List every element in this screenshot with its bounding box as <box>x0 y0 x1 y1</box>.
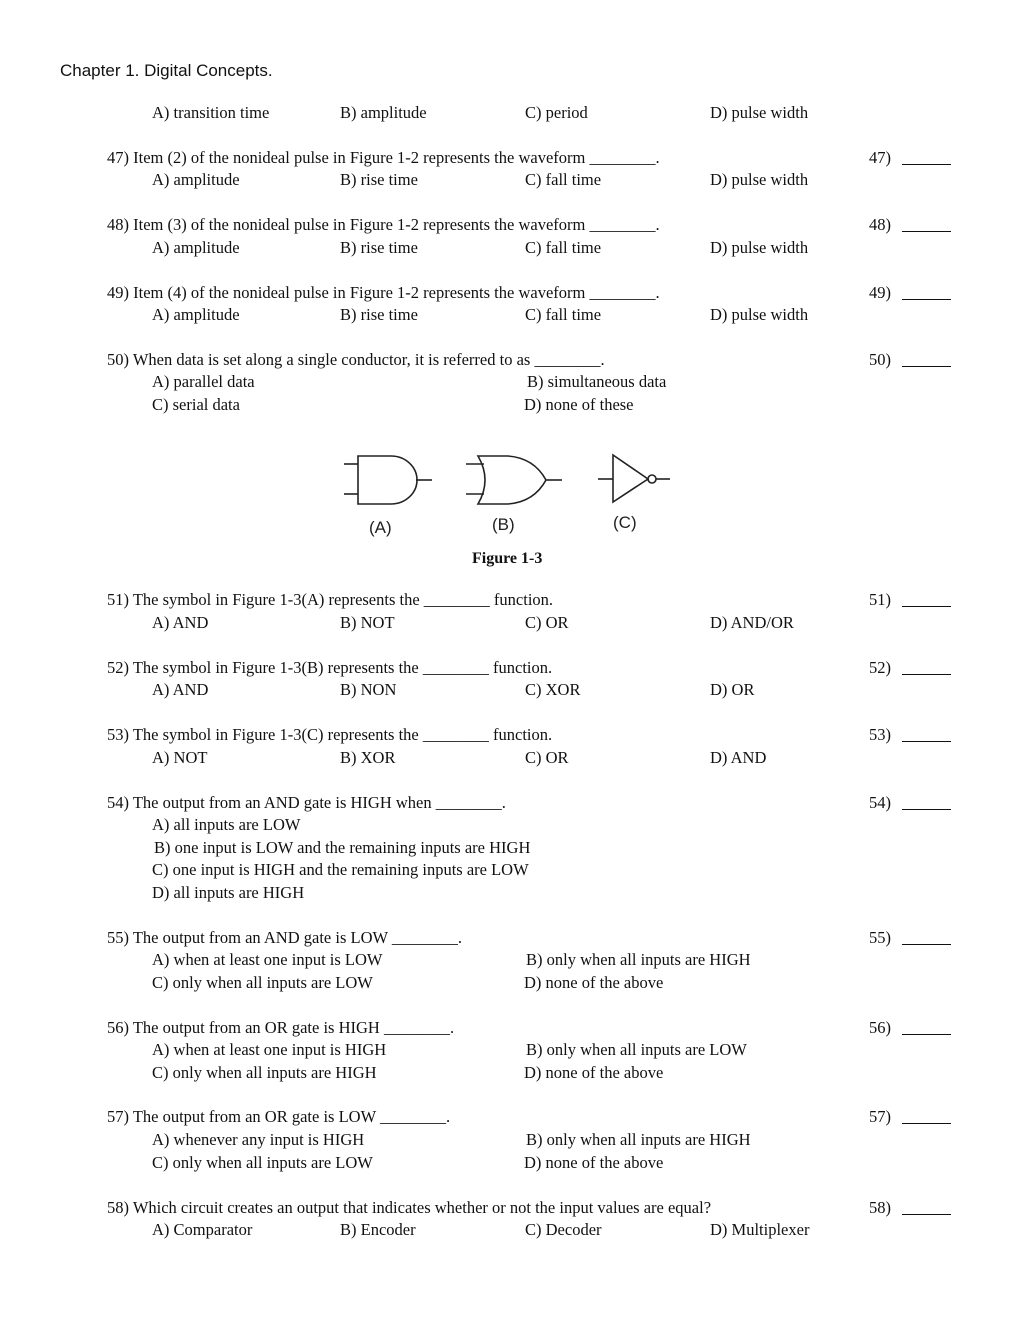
option: D) none of the above <box>524 1153 664 1172</box>
answer-blank[interactable] <box>902 283 951 300</box>
option: A) whenever any input is HIGH <box>152 1130 365 1149</box>
page-header: Chapter 1. Digital Concepts. <box>60 61 273 80</box>
option: B) one input is LOW and the remaining inputs are HIGH <box>154 838 531 857</box>
option: C) Decoder <box>525 1220 602 1239</box>
option: C) XOR <box>525 680 581 699</box>
option: A) parallel data <box>152 372 255 391</box>
option: D) Multiplexer <box>710 1220 810 1239</box>
answer-number: 48) <box>869 215 891 234</box>
question-text: 56) The output from an OR gate is HIGH ________. <box>107 1018 455 1037</box>
option: B) amplitude <box>340 103 427 122</box>
answer-blank[interactable] <box>902 928 951 945</box>
answer-number: 50) <box>869 350 891 369</box>
answer-blank[interactable] <box>902 148 951 165</box>
option: C) one input is HIGH and the remaining inputs are LOW <box>152 860 529 879</box>
option: D) none of the above <box>524 973 664 992</box>
question-text: 50) When data is set along a single conductor, it is referred to as ________. <box>107 350 605 369</box>
answer-number: 54) <box>869 793 891 812</box>
option: D) pulse width <box>710 170 809 189</box>
option: A) transition time <box>152 103 270 122</box>
question-text: 51) The symbol in Figure 1-3(A) represents the ________ function. <box>107 590 554 609</box>
answer-number: 51) <box>869 590 891 609</box>
answer-blank[interactable] <box>902 658 951 675</box>
figure-1-3 <box>336 446 676 547</box>
answer-blank[interactable] <box>902 1107 951 1124</box>
answer-blank[interactable] <box>902 350 951 367</box>
option: C) OR <box>525 748 569 767</box>
option: D) OR <box>710 680 755 699</box>
answer-number: 55) <box>869 928 891 947</box>
option: B) rise time <box>340 238 418 257</box>
option: D) none of the above <box>524 1063 664 1082</box>
option: B) rise time <box>340 305 418 324</box>
option: D) AND/OR <box>710 613 794 632</box>
and-gate-icon <box>344 456 432 504</box>
option: A) amplitude <box>152 170 240 189</box>
answer-number: 49) <box>869 283 891 302</box>
not-gate-icon <box>598 455 670 502</box>
option: A) all inputs are LOW <box>152 815 301 834</box>
option: C) fall time <box>525 170 602 189</box>
option: C) period <box>525 103 588 122</box>
option: A) NOT <box>152 748 208 767</box>
logic-gates-figure <box>336 446 676 542</box>
option: D) pulse width <box>710 305 809 324</box>
question-text: 55) The output from an AND gate is LOW ________. <box>107 928 463 947</box>
option: C) OR <box>525 613 569 632</box>
option: D) none of these <box>524 395 634 414</box>
option: B) simultaneous data <box>527 372 667 391</box>
option: B) only when all inputs are HIGH <box>526 1130 751 1149</box>
option: C) serial data <box>152 395 240 414</box>
option: A) when at least one input is LOW <box>152 950 383 969</box>
option: B) NON <box>340 680 397 699</box>
option: A) Comparator <box>152 1220 253 1239</box>
answer-blank[interactable] <box>902 725 951 742</box>
option: B) XOR <box>340 748 396 767</box>
answer-blank[interactable] <box>902 793 951 810</box>
question-text: 49) Item (4) of the nonideal pulse in Figure 1-2 represents the waveform ________. <box>107 283 660 302</box>
option: C) fall time <box>525 238 602 257</box>
answer-blank[interactable] <box>902 590 951 607</box>
answer-blank[interactable] <box>902 215 951 232</box>
question-text: 53) The symbol in Figure 1-3(C) represents the ________ function. <box>107 725 553 744</box>
option: A) AND <box>152 680 209 699</box>
answer-blank[interactable] <box>902 1018 951 1035</box>
question-text: 47) Item (2) of the nonideal pulse in Figure 1-2 represents the waveform ________. <box>107 148 660 167</box>
option: D) pulse width <box>710 103 809 122</box>
option: B) only when all inputs are HIGH <box>526 950 751 969</box>
option: A) amplitude <box>152 305 240 324</box>
question-text: 54) The output from an AND gate is HIGH when ________. <box>107 793 506 812</box>
figure-caption: Figure 1-3 <box>472 550 543 567</box>
figure-label-a: (A) <box>369 518 392 537</box>
answer-number: 52) <box>869 658 891 677</box>
option: A) when at least one input is HIGH <box>152 1040 387 1059</box>
option: D) AND <box>710 748 767 767</box>
option: C) only when all inputs are HIGH <box>152 1063 377 1082</box>
option: A) AND <box>152 613 209 632</box>
or-gate-icon <box>466 456 562 504</box>
option: D) pulse width <box>710 238 809 257</box>
answer-number: 47) <box>869 148 891 167</box>
figure-label-c: (C) <box>613 513 637 532</box>
option: D) all inputs are HIGH <box>152 883 305 902</box>
answer-blank[interactable] <box>902 1198 951 1215</box>
answer-number: 53) <box>869 725 891 744</box>
option: C) only when all inputs are LOW <box>152 973 373 992</box>
option: B) Encoder <box>340 1220 416 1239</box>
option: C) fall time <box>525 305 602 324</box>
option: A) amplitude <box>152 238 240 257</box>
question-text: 58) Which circuit creates an output that indicates whether or not the input values are equal? <box>107 1198 712 1217</box>
figure-label-b: (B) <box>492 515 515 534</box>
question-text: 57) The output from an OR gate is LOW ________. <box>107 1107 451 1126</box>
question-text: 52) The symbol in Figure 1-3(B) represents the ________ function. <box>107 658 553 677</box>
answer-number: 58) <box>869 1198 891 1217</box>
question-text: 48) Item (3) of the nonideal pulse in Figure 1-2 represents the waveform ________. <box>107 215 660 234</box>
answer-number: 57) <box>869 1107 891 1126</box>
option: B) only when all inputs are LOW <box>526 1040 747 1059</box>
answer-number: 56) <box>869 1018 891 1037</box>
option: B) NOT <box>340 613 395 632</box>
option: B) rise time <box>340 170 418 189</box>
option: C) only when all inputs are LOW <box>152 1153 373 1172</box>
